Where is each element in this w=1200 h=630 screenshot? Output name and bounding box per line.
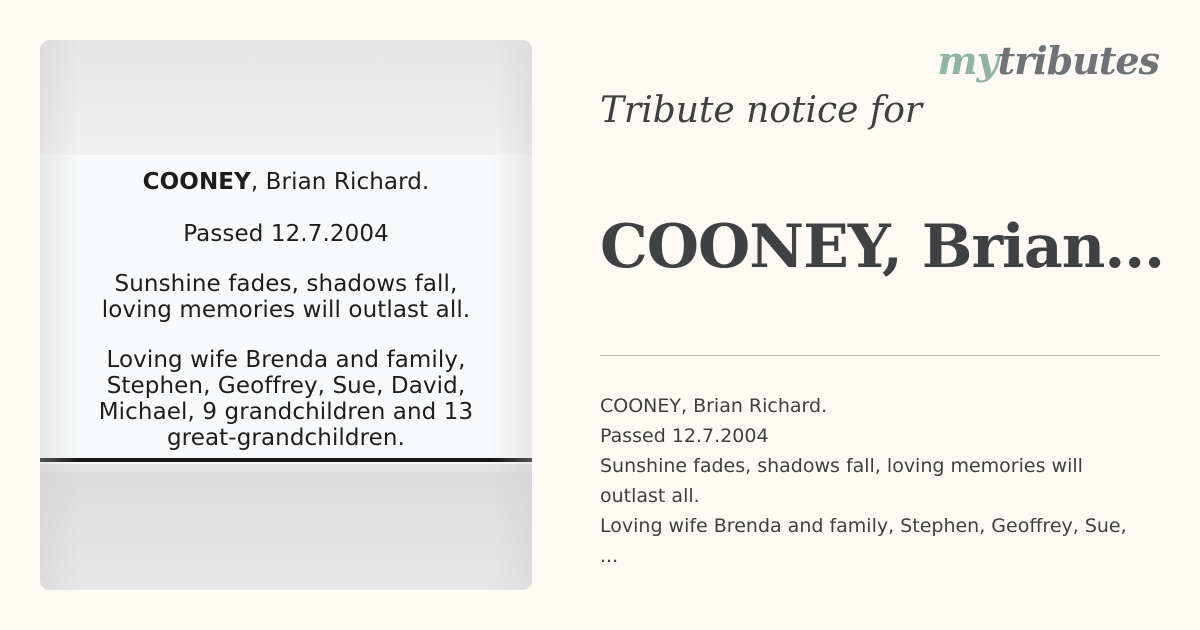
notice-given-names: , Brian Richard. xyxy=(250,169,430,195)
notice-verse-line: loving memories will outlast all. xyxy=(101,297,471,323)
excerpt-line: Loving wife Brenda and family, Stephen, Geoffrey, Sue, xyxy=(600,515,1127,537)
notice-image xyxy=(40,40,532,590)
notice-family-line: Stephen, Geoffrey, Sue, David, xyxy=(106,373,466,399)
notice-image-shade xyxy=(40,40,80,590)
deceased-name-title: COONEY, Brian... xyxy=(600,212,1165,282)
notice-bottom-rule xyxy=(40,458,532,462)
notice-image-blur-bottom xyxy=(40,472,532,590)
mytributes-logo xyxy=(937,38,1159,83)
notice-image-blur-top xyxy=(40,40,532,155)
notice-family-line: Michael, 9 grandchildren and 13 xyxy=(98,399,474,425)
notice-excerpt xyxy=(600,391,1160,571)
tribute-eyebrow: Tribute notice for xyxy=(600,90,923,131)
notice-passed: Passed 12.7.2004 xyxy=(183,221,389,247)
notice-surname: COONEY xyxy=(142,169,251,195)
notice-paper xyxy=(40,155,532,464)
logo-my: my xyxy=(937,38,998,83)
excerpt-line: COONEY, Brian Richard. xyxy=(600,395,828,417)
excerpt-line: Passed 12.7.2004 xyxy=(600,425,769,447)
notice-image-shade xyxy=(492,40,532,590)
excerpt-line: Sunshine fades, shadows fall, loving memories will xyxy=(600,455,1083,477)
notice-name-line xyxy=(40,169,532,195)
notice-family-line: great-grandchildren. xyxy=(166,425,406,451)
excerpt-ellipsis: ... xyxy=(600,545,619,567)
notice-verse-line: Sunshine fades, shadows fall, xyxy=(114,271,458,297)
notice-family-line: Loving wife Brenda and family, xyxy=(106,347,466,373)
logo-tributes: tributes xyxy=(997,38,1159,83)
divider xyxy=(600,355,1160,356)
excerpt-line: outlast all. xyxy=(600,485,700,507)
